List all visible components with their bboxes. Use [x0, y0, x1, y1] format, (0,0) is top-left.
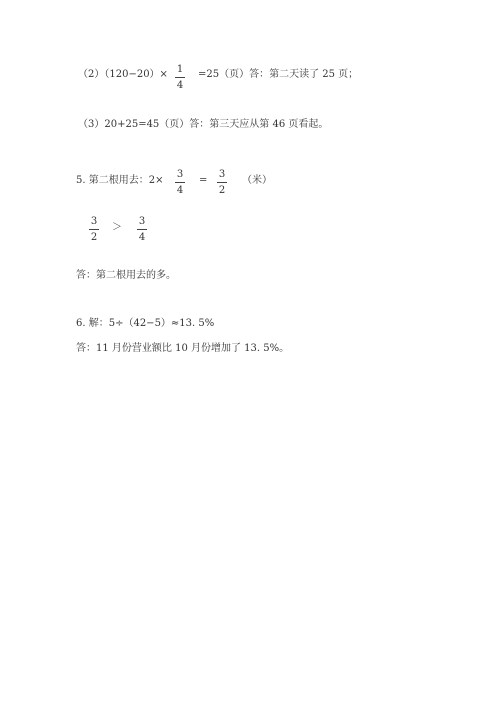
solution-2-answer: =25（页）答：第二天读了 25 页； [198, 69, 359, 80]
fraction-three-quarters [137, 216, 147, 243]
fraction-denominator: 4 [176, 185, 184, 196]
solution-3-line: （3）20+25=45（页）答：第三天应从第 46 页看起。 [78, 119, 329, 130]
solution-2-expression: （2）（120−20）× [78, 69, 168, 80]
fraction-numerator: 3 [218, 169, 226, 180]
fraction-denominator: 2 [218, 185, 226, 196]
fraction-denominator: 4 [138, 232, 146, 243]
fraction-denominator: 4 [176, 80, 184, 91]
fraction-three-halves [89, 216, 99, 243]
problem-6-answer: 答：11 月份营业额比 10 月份增加了 13. 5%。 [76, 343, 290, 354]
problem-5-expression: 5. 第二根用去：2× [76, 175, 164, 186]
fraction-three-halves [217, 169, 227, 196]
fraction-bar [175, 77, 185, 78]
fraction-bar [217, 182, 227, 183]
greater-than-sign: ＞ [112, 222, 122, 233]
fraction-denominator: 2 [90, 232, 98, 243]
fraction-one-quarter [175, 64, 185, 91]
unit-meter: （米） [242, 175, 272, 186]
fraction-numerator: 1 [176, 64, 184, 75]
problem-6-solution: 6. 解：5÷（42−5）≈13. 5% [76, 318, 215, 329]
fraction-bar [89, 229, 99, 230]
fraction-numerator: 3 [176, 169, 184, 180]
problem-5-answer: 答：第二根用去的多。 [76, 270, 176, 281]
fraction-three-quarters [175, 169, 185, 196]
fraction-numerator: 3 [138, 216, 146, 227]
fraction-bar [175, 182, 185, 183]
fraction-bar [137, 229, 147, 230]
equals-sign: = [199, 175, 208, 186]
fraction-numerator: 3 [90, 216, 98, 227]
